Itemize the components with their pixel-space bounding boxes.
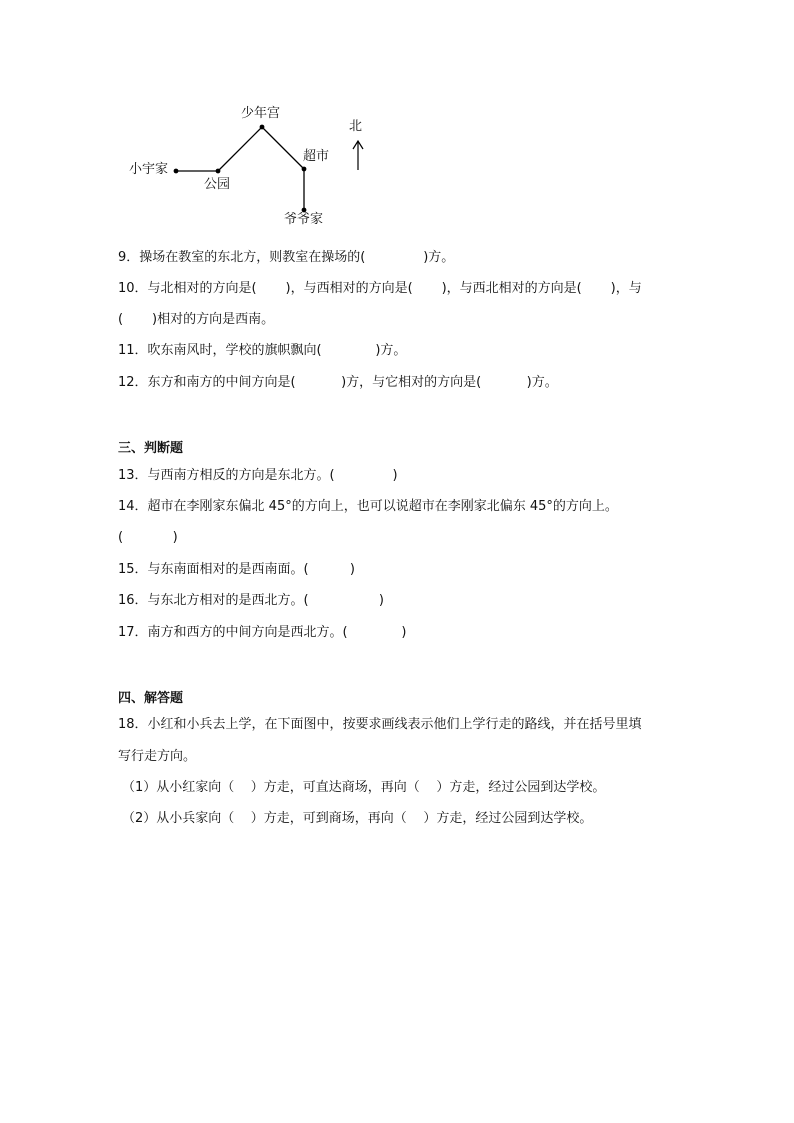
label-youth-palace: 少年宫 [241,106,281,121]
question-18-line2: 写行走方向。 [118,749,197,764]
label-xiaoyu-home: 小宇家 [129,162,169,177]
section-title-judgment: 三、判断题 [118,441,184,456]
question-17: 17．南方和西方的中间方向是西北方。( ) [118,625,407,640]
road-palace-market [262,127,304,169]
question-15: 15．与东南面相对的是西南面。( ) [118,562,356,577]
point-youth-palace [260,125,265,130]
question-18-line1: 18．小红和小兵去上学，在下面图中，按要求画线表示他们上学行走的路线，并在括号里填 [118,717,642,732]
label-supermarket: 超市 [303,149,330,164]
question-10-line1: 10．与北相对的方向是( )，与西相对的方向是( )，与西北相对的方向是( )，与 [118,281,642,296]
section-title-answer: 四、解答题 [118,691,184,706]
point-supermarket [302,167,307,172]
question-16: 16．与东北方相对的是西北方。( ) [118,593,384,608]
question-14-line2: ( ) [118,530,178,545]
point-park [216,169,221,174]
question-10-line2: ( )相对的方向是西南。 [118,312,275,327]
question-14-line1: 14．超市在李刚家东偏北 45°的方向上，也可以说超市在李刚家北偏东 45°的方向上。 [118,499,618,514]
point-xiaoyu-home [174,169,179,174]
label-grandpa-home: 爷爷家 [284,212,324,227]
question-9: 9．操场在教室的东北方，则教室在操场的( )方。 [118,250,455,265]
route-map [120,100,380,235]
question-11: 11．吹东南风时，学校的旗帜飘向( )方。 [118,343,407,358]
question-12: 12．东方和南方的中间方向是( )方，与它相对的方向是( )方。 [118,375,558,390]
question-18-sub1: （1）从小红家向（ ）方走，可直达商场，再向（ ）方走，经过公园到达学校。 [122,780,606,795]
road-park-palace [218,127,262,171]
question-18-sub2: （2）从小兵家向（ ）方走，可到商场，再向（ ）方走，经过公园到达学校。 [122,811,593,826]
label-park: 公园 [204,177,231,192]
label-north: 北 [349,119,363,134]
question-13: 13．与西南方相反的方向是东北方。( ) [118,468,398,483]
